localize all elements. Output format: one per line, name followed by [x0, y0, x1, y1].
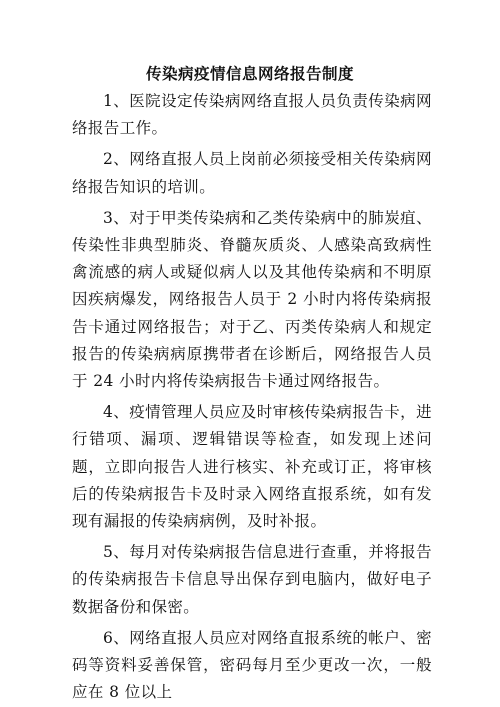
paragraph-1: 1、医院设定传染病网络直报人员负责传染病网络报告工作。 — [72, 92, 432, 138]
paragraph-6: 6、网络直报人员应对网络直报系统的帐户、密码等资料妥善保管，密码每月至少更改一次，一般应在 8 位以上 — [72, 628, 432, 702]
document-body — [72, 88, 432, 706]
paragraph-2: 2、网络直报人员上岗前必须接受相关传染病网络报告知识的培训。 — [72, 150, 432, 196]
paragraph-5: 5、每月对传染病报告信息进行查重，并将报告的传染病报告卡信息导出保存到电脑内，做好电子数据备份和保密。 — [72, 543, 432, 616]
paragraph-3: 3、对于甲类传染病和乙类传染病中的肺炭疽、传染性非典型肺炎、脊髓灰质炎、人感染高致病性禽流感的病人或疑似病人以及其他传染病和不明原因疾病爆发，网络报告人员于 2 小时内将传染病报告卡通过网络报告；对于乙、丙类传染病人和规定报告的传染病病原携带者在诊断后，网络报告人员于 24 小时内将传染病报告卡通过网络报告。 — [72, 208, 432, 391]
document-title: 传染病疫情信息网络报告制度 — [145, 64, 354, 83]
paragraph-4: 4、疫情管理人员应及时审核传染病报告卡，进行错项、漏项、逻辑错误等检查，如发现上述问题，立即向报告人进行核实、补充或订正，将审核后的传染病报告卡及时录入网络直报系统，如有发现有漏报的传染病病例，及时补报。 — [72, 403, 432, 531]
